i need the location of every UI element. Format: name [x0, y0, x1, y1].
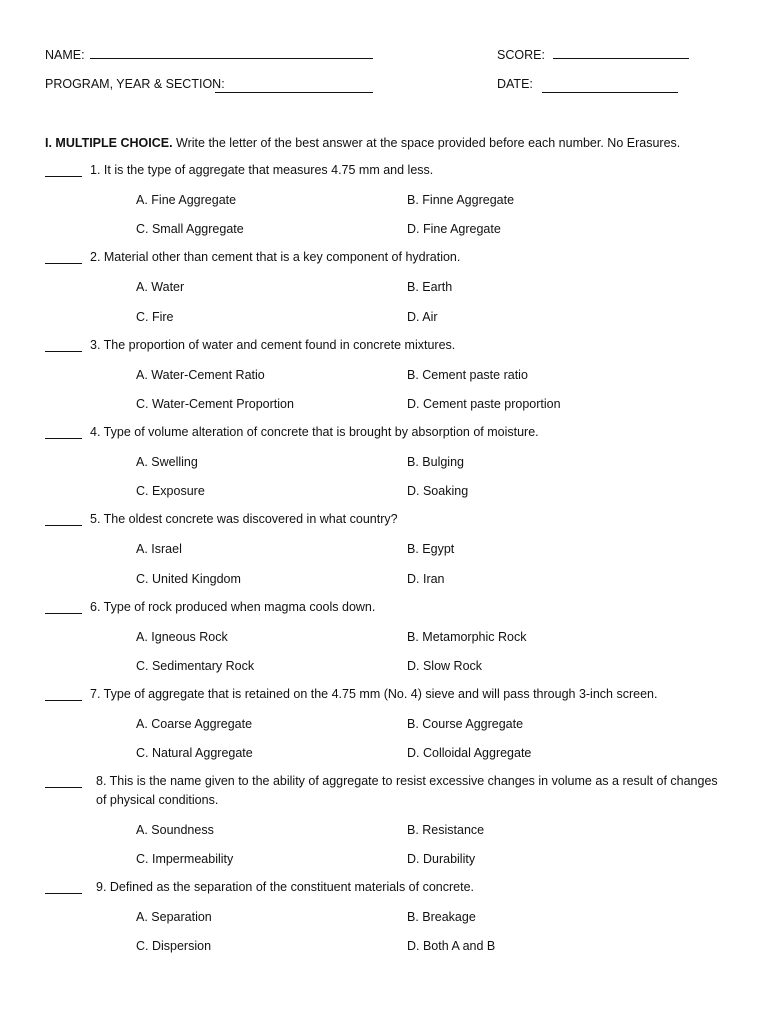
answer-option: C. Natural Aggregate	[136, 746, 253, 760]
answer-option: A. Igneous Rock	[136, 630, 228, 644]
question-text: 7. Type of aggregate that is retained on the 4.75 mm (No. 4) sieve and will pass through 3-inch screen.	[90, 687, 658, 701]
question-text: 5. The oldest concrete was discovered in what country?	[90, 512, 398, 526]
answer-option: D. Both A and B	[407, 939, 496, 953]
answer-blank[interactable]	[45, 613, 82, 614]
answer-option: B. Cement paste ratio	[407, 368, 528, 382]
date-field[interactable]	[542, 92, 678, 93]
answer-blank[interactable]	[45, 263, 82, 264]
score-field[interactable]	[553, 58, 689, 59]
name-label: NAME:	[45, 48, 85, 62]
question-text: 2. Material other than cement that is a key component of hydration.	[90, 250, 461, 264]
question-text: 6. Type of rock produced when magma cools down.	[90, 600, 376, 614]
answer-option: C. Water-Cement Proportion	[136, 397, 294, 411]
question-text: 4. Type of volume alteration of concrete that is brought by absorption of moisture.	[90, 425, 539, 439]
question-text: 1. It is the type of aggregate that measures 4.75 mm and less.	[90, 163, 434, 177]
answer-option: B. Finne Aggregate	[407, 193, 515, 207]
answer-blank[interactable]	[45, 176, 82, 177]
answer-option: B. Metamorphic Rock	[407, 630, 527, 644]
answer-option: B. Breakage	[407, 910, 476, 924]
instructions	[45, 136, 680, 150]
answer-option: C. Impermeability	[136, 852, 234, 866]
instructions-text: Write the letter of the best answer at the space provided before each number. No Erasures.	[176, 136, 681, 150]
answer-option: B. Course Aggregate	[407, 717, 524, 731]
answer-option: D. Soaking	[407, 484, 469, 498]
answer-option: D. Air	[407, 310, 438, 324]
answer-option: D. Durability	[407, 852, 476, 866]
answer-option: D. Slow Rock	[407, 659, 483, 673]
answer-option: A. Soundness	[136, 823, 214, 837]
question-text: 3. The proportion of water and cement found in concrete mixtures.	[90, 338, 456, 352]
answer-option: C. Exposure	[136, 484, 205, 498]
date-label: DATE:	[497, 77, 533, 91]
answer-option: A. Coarse Aggregate	[136, 717, 253, 731]
answer-option: B. Egypt	[407, 542, 455, 556]
answer-option: C. United Kingdom	[136, 572, 241, 586]
name-field[interactable]	[90, 58, 373, 59]
score-label: SCORE:	[497, 48, 545, 62]
answer-option: C. Sedimentary Rock	[136, 659, 255, 673]
answer-blank[interactable]	[45, 893, 82, 894]
question-text: 9. Defined as the separation of the constituent materials of concrete.	[96, 880, 474, 894]
answer-option: B. Bulging	[407, 455, 464, 469]
answer-option: D. Cement paste proportion	[407, 397, 561, 411]
program-field[interactable]	[215, 92, 373, 93]
answer-option: D. Fine Agregate	[407, 222, 501, 236]
answer-option: C. Fire	[136, 310, 174, 324]
answer-option: D. Iran	[407, 572, 445, 586]
answer-option: D. Colloidal Aggregate	[407, 746, 532, 760]
answer-option: A. Swelling	[136, 455, 198, 469]
answer-option: A. Fine Aggregate	[136, 193, 237, 207]
answer-blank[interactable]	[45, 787, 82, 788]
answer-blank[interactable]	[45, 351, 82, 352]
answer-option: A. Water	[136, 280, 185, 294]
answer-option: B. Resistance	[407, 823, 485, 837]
program-label: PROGRAM, YEAR & SECTION:	[45, 77, 225, 91]
question-text: 8. This is the name given to the ability of aggregate to resist excessive changes in volume as a result of changes of physical conditions.	[96, 774, 718, 807]
answer-blank[interactable]	[45, 525, 82, 526]
answer-option: A. Separation	[136, 910, 212, 924]
answer-option: A. Israel	[136, 542, 182, 556]
answer-option: A. Water-Cement Ratio	[136, 368, 265, 382]
answer-blank[interactable]	[45, 438, 82, 439]
answer-option: C. Small Aggregate	[136, 222, 244, 236]
section-heading: I. MULTIPLE CHOICE.	[45, 136, 173, 150]
answer-option: C. Dispersion	[136, 939, 212, 953]
answer-option: B. Earth	[407, 280, 453, 294]
answer-blank[interactable]	[45, 700, 82, 701]
